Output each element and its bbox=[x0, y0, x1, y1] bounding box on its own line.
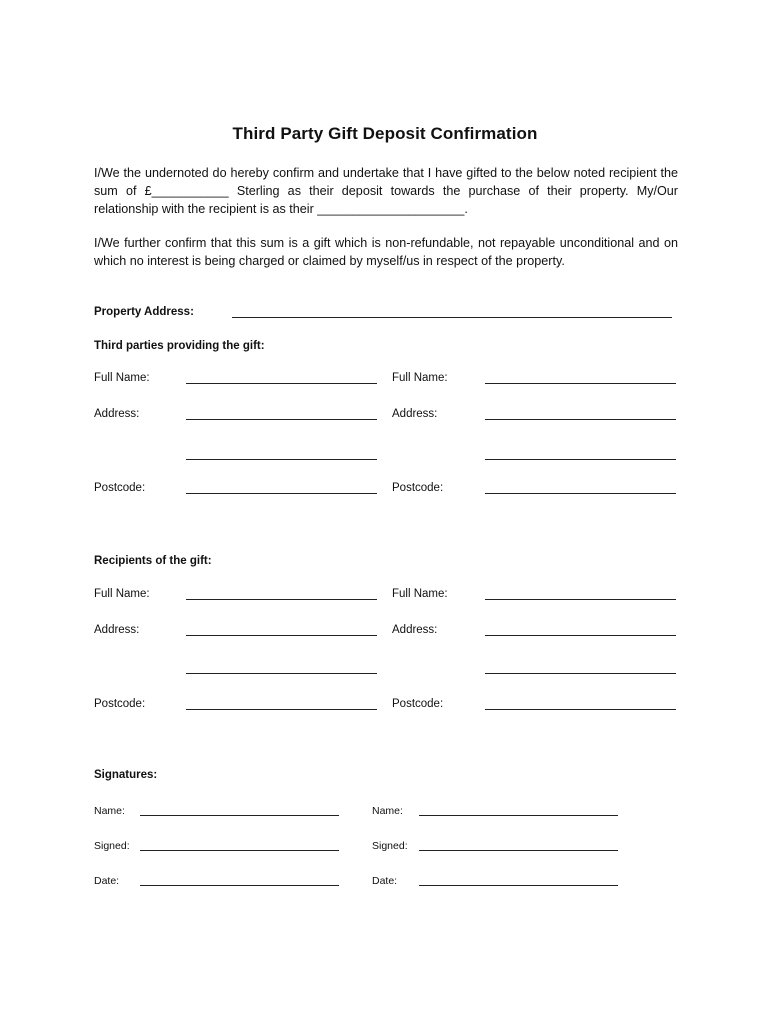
gift-confirmation-paragraph: I/We the undernoted do hereby confirm and undertake that I have gifted to the below noted recipient the sum of £___________ Sterling as their deposit towards the purchase of their property. My/Our relationship with the recipient is as their _____________________. bbox=[94, 166, 678, 216]
recipient-2-address-field-2[interactable] bbox=[485, 673, 676, 674]
third-party-1-postcode-label: Postcode: bbox=[94, 482, 146, 494]
signature-2-name-field[interactable] bbox=[419, 815, 618, 816]
signature-1-date-label: Date: bbox=[94, 875, 120, 887]
recipient-2-postcode-label: Postcode: bbox=[392, 698, 444, 710]
recipient-2-full-name-label: Full Name: bbox=[392, 588, 448, 600]
signature-1-signed-field[interactable] bbox=[140, 850, 339, 851]
recipient-1-full-name-field[interactable] bbox=[186, 599, 377, 600]
recipient-1-postcode-label: Postcode: bbox=[94, 698, 146, 710]
third-party-2-postcode-field[interactable] bbox=[485, 493, 676, 494]
signature-2-signed-label: Signed: bbox=[372, 840, 408, 852]
third-party-2-address-field-2[interactable] bbox=[485, 459, 676, 460]
third-parties-heading: Third parties providing the gift: bbox=[94, 340, 265, 352]
recipient-2-address-label: Address: bbox=[392, 624, 438, 636]
signature-1-name-field[interactable] bbox=[140, 815, 339, 816]
non-refundable-paragraph: I/We further confirm that this sum is a gift which is non-refundable, not repayable unconditional and on which no interest is being charged or claimed by myself/us in respect of the property. bbox=[94, 236, 678, 268]
recipient-1-address-field-1[interactable] bbox=[186, 635, 377, 636]
third-party-1-address-field-1[interactable] bbox=[186, 419, 377, 420]
recipient-1-postcode-field[interactable] bbox=[186, 709, 377, 710]
third-party-2-address-field-1[interactable] bbox=[485, 419, 676, 420]
signatures-heading: Signatures: bbox=[94, 769, 158, 781]
recipient-2-address-field-1[interactable] bbox=[485, 635, 676, 636]
third-party-2-address-label: Address: bbox=[392, 408, 438, 420]
signature-2-signed-field[interactable] bbox=[419, 850, 618, 851]
property-address-label: Property Address: bbox=[94, 306, 194, 318]
recipient-1-address-field-2[interactable] bbox=[186, 673, 377, 674]
signature-1-signed-label: Signed: bbox=[94, 840, 130, 852]
signature-2-name-label: Name: bbox=[372, 805, 403, 817]
recipient-1-full-name-label: Full Name: bbox=[94, 588, 150, 600]
third-party-1-postcode-field[interactable] bbox=[186, 493, 377, 494]
recipient-2-full-name-field[interactable] bbox=[485, 599, 676, 600]
recipient-2-postcode-field[interactable] bbox=[485, 709, 676, 710]
third-party-1-full-name-label: Full Name: bbox=[94, 372, 150, 384]
signature-2-date-field[interactable] bbox=[419, 885, 618, 886]
recipient-1-address-label: Address: bbox=[94, 624, 140, 636]
third-party-1-address-label: Address: bbox=[94, 408, 140, 420]
third-party-2-postcode-label: Postcode: bbox=[392, 482, 444, 494]
third-party-2-full-name-field[interactable] bbox=[485, 383, 676, 384]
signature-1-name-label: Name: bbox=[94, 805, 125, 817]
third-party-1-address-field-2[interactable] bbox=[186, 459, 377, 460]
property-address-field[interactable] bbox=[232, 317, 672, 318]
recipients-heading: Recipients of the gift: bbox=[94, 555, 212, 567]
signature-1-date-field[interactable] bbox=[140, 885, 339, 886]
third-party-1-full-name-field[interactable] bbox=[186, 383, 377, 384]
page-title: Third Party Gift Deposit Confirmation bbox=[232, 124, 538, 143]
signature-2-date-label: Date: bbox=[372, 875, 398, 887]
third-party-2-full-name-label: Full Name: bbox=[392, 372, 448, 384]
